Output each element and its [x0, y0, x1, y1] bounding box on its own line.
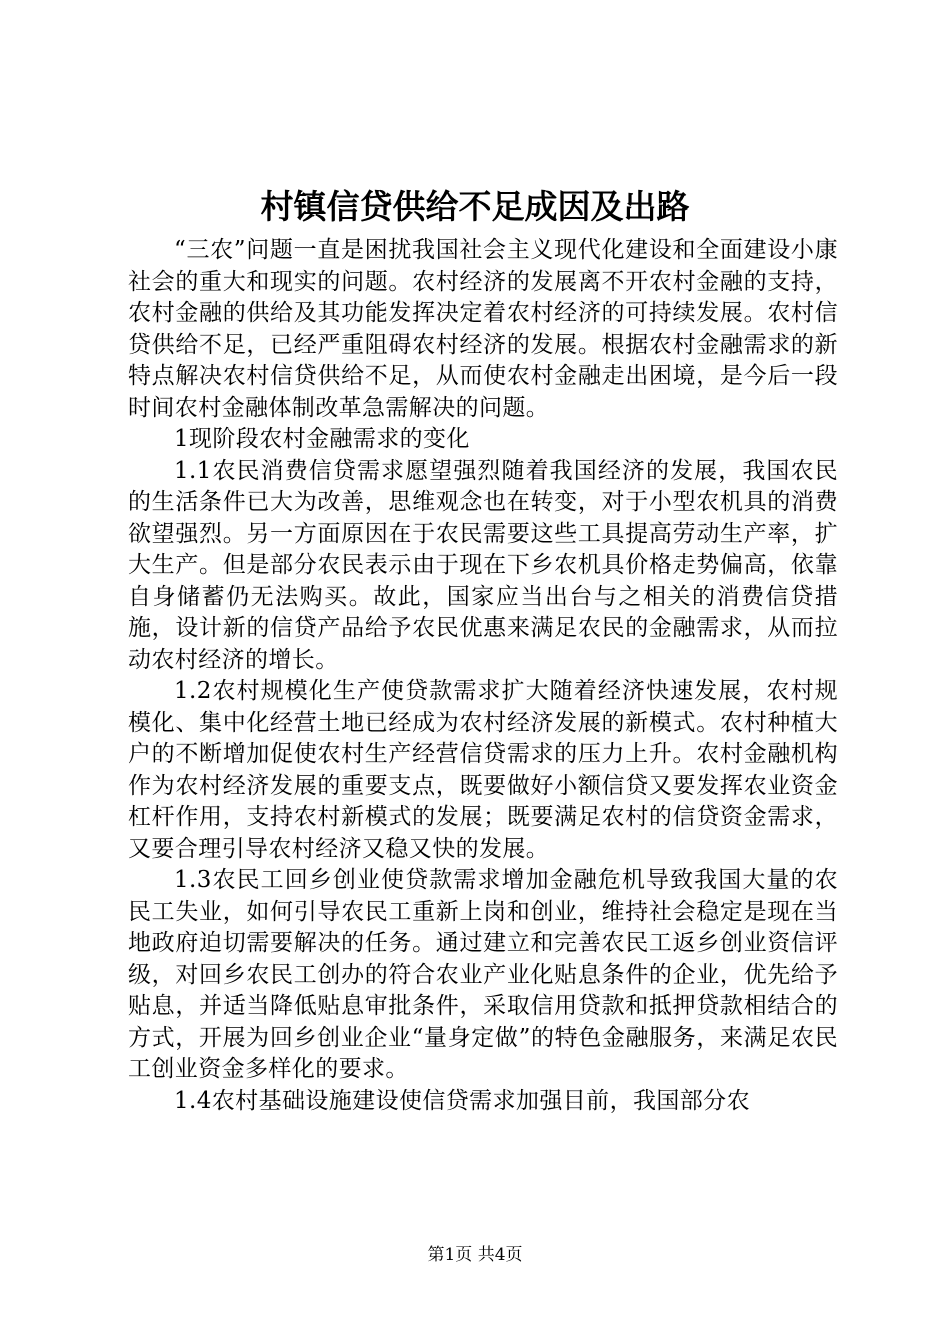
- page-number-footer: 第1页 共4页: [427, 1245, 523, 1265]
- section-heading: 1现阶段农村金融需求的变化: [174, 426, 470, 452]
- intro-paragraph: “三农”问题一直是困扰我国社会主义现代化建设和全面建设小康社会的重大和现实的问题。农村经济的发展离不开农村金融的支持，农村金融的供给及其功能发挥决定着农村经济的可持续发展。农村信贷供给不足，已经严重阻碍农村经济的发展。根据农村金融需求的新特点解决农村信贷供给不足，从而使农村金融走出困境，是今后一段时间农村金融体制改革急需解决的问题。: [128, 237, 838, 421]
- document-title: 村镇信贷供给不足成因及出路: [260, 187, 690, 226]
- paragraph-1-1: 1.1农民消费信贷需求愿望强烈随着我国经济的发展，我国农民的生活条件已大为改善，思维观念也在转变，对于小型农机具的消费欲望强烈。另一方面原因在于农民需要这些工具提高劳动生产率，扩大生产。但是部分农民表示由于现在下乡农机具价格走势偏高，依靠自身储蓄仍无法购买。故此，国家应当出台与之相关的消费信贷措施，设计新的信贷产品给予农民优惠来满足农民的金融需求，从而拉动农村经济的增长。: [128, 457, 838, 673]
- paragraph-1-2: 1.2农村规模化生产使贷款需求扩大随着经济快速发展，农村规模化、集中化经营土地已经成为农村经济发展的新模式。农村种植大户的不断增加促使农村生产经营信贷需求的压力上升。农村金融机构作为农村经济发展的重要支点，既要做好小额信贷又要发挥农业资金杠杆作用，支持农村新模式的发展；既要满足农村的信贷资金需求，又要合理引导农村经济又稳又快的发展。: [128, 678, 838, 862]
- paragraph-1-4: 1.4农村基础设施建设使信贷需求加强目前，我国部分农: [174, 1087, 750, 1114]
- document-body: [128, 235, 838, 1117]
- paragraph-1-3: 1.3农民工回乡创业使贷款需求增加金融危机导致我国大量的农民工失业，如何引导农民工重新上岗和创业，维持社会稳定是现在当地政府迫切需要解决的任务。通过建立和完善农民工返乡创业资信评级，对回乡农民工创办的符合农业产业化贴息条件的企业，优先给予贴息，并适当降低贴息审批条件，采取信用贷款和抵押贷款相结合的方式，开展为回乡创业企业“量身定做”的特色金融服务，来满足农民工创业资金多样化的要求。: [128, 867, 838, 1082]
